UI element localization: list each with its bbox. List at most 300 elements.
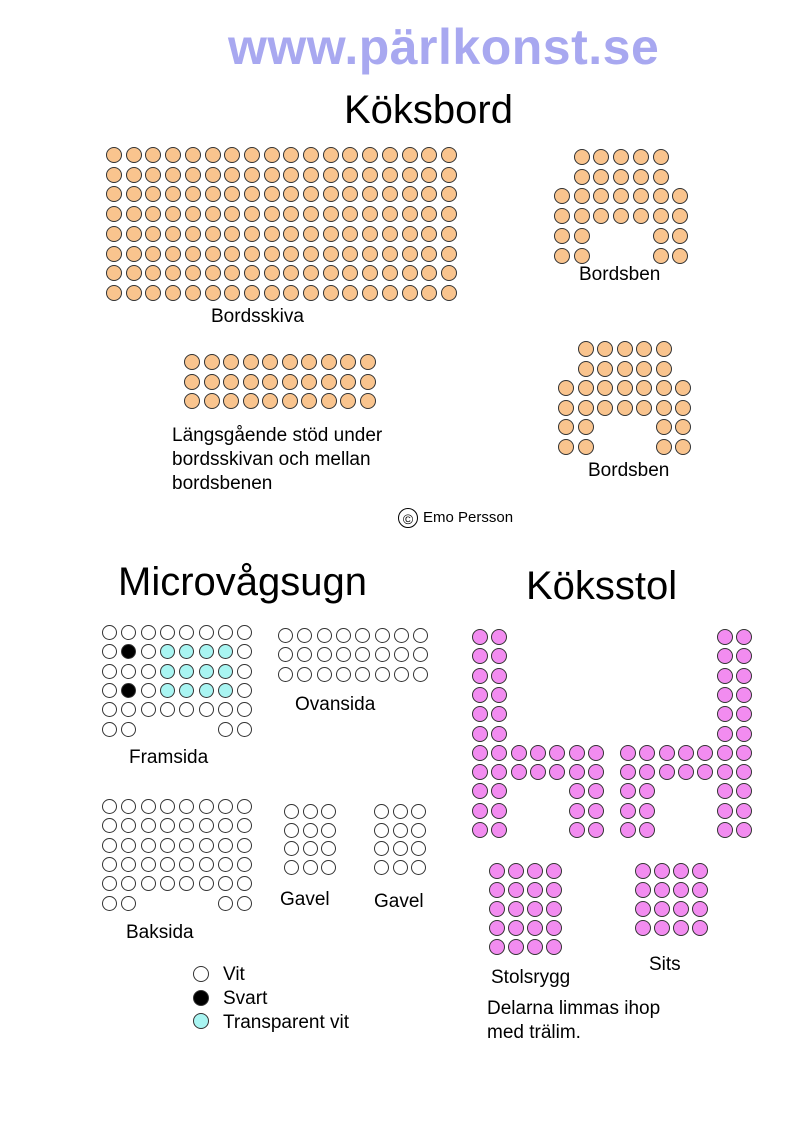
bordsskiva-bead	[106, 226, 122, 242]
ovansida-bead	[394, 647, 409, 662]
koksstol-note	[487, 997, 660, 1045]
bordsskiva-bead	[382, 206, 398, 222]
bordsskiva-bead	[382, 265, 398, 281]
stol-ben-left-bead	[472, 803, 488, 819]
bordsskiva-bead	[421, 206, 437, 222]
ovansida-bead	[375, 628, 390, 643]
bordsben-2-bead	[597, 400, 613, 416]
framsida-bead	[179, 664, 194, 679]
bordsben-1-bead	[574, 149, 590, 165]
stod-bead	[243, 374, 259, 390]
bordsskiva-bead	[342, 167, 358, 183]
bordsben-2-bead	[617, 380, 633, 396]
stol-ben-right-bead	[697, 764, 713, 780]
bordsben-1-bead	[613, 188, 629, 204]
bordsskiva-bead	[185, 285, 201, 301]
stol-ben-left-bead	[530, 745, 546, 761]
framsida-bead	[160, 644, 175, 659]
bordsskiva-bead	[264, 206, 280, 222]
baksida-bead	[102, 838, 117, 853]
baksida-bead	[199, 857, 214, 872]
bordsskiva-bead	[441, 206, 457, 222]
koksstol-title: Köksstol	[526, 564, 678, 608]
bordsben-2-bead	[656, 341, 672, 357]
stol-ben-left-bead	[511, 764, 527, 780]
bordsben-1-bead	[672, 248, 688, 264]
bordsskiva-bead	[264, 265, 280, 281]
bordsben-2-bead	[578, 400, 594, 416]
framsida-bead	[218, 702, 233, 717]
ovansida-bead	[413, 647, 428, 662]
legend-label-transparent: Transparent vit	[223, 1012, 350, 1033]
bordsben-2-bead	[675, 419, 691, 435]
stod-bead	[282, 354, 298, 370]
bordsskiva-bead	[205, 186, 221, 202]
sits-bead	[673, 901, 689, 917]
stod-bead	[301, 354, 317, 370]
stod-bead	[243, 393, 259, 409]
bordsskiva-bead	[205, 285, 221, 301]
stol-ben-left-bead	[472, 726, 488, 742]
sits-bead	[692, 920, 708, 936]
bordsskiva-bead	[421, 246, 437, 262]
bordsskiva-bead	[362, 147, 378, 163]
gavel-1-bead	[284, 823, 299, 838]
stolsrygg-bead	[489, 863, 505, 879]
ovansida-bead	[317, 647, 332, 662]
framsida-bead	[121, 683, 136, 698]
bordsskiva-bead	[323, 206, 339, 222]
gavel-label-1: Gavel	[280, 889, 330, 910]
baksida-bead	[102, 896, 117, 911]
bordsben-2-bead	[636, 400, 652, 416]
bordsskiva-bead	[244, 206, 260, 222]
baksida-bead	[179, 857, 194, 872]
stol-ben-right-bead	[717, 726, 733, 742]
baksida-bead	[218, 799, 233, 814]
baksida-bead	[102, 876, 117, 891]
bordsskiva-bead	[185, 206, 201, 222]
stod-bead	[262, 354, 278, 370]
bordsskiva-bead	[421, 265, 437, 281]
bordsben-2-bead	[597, 341, 613, 357]
stol-ben-left-bead	[569, 783, 585, 799]
sits-bead	[635, 863, 651, 879]
baksida-bead	[141, 838, 156, 853]
baksida-bead	[160, 876, 175, 891]
ovansida-bead	[297, 667, 312, 682]
gavel-1-bead	[303, 823, 318, 838]
bordsskiva-bead	[402, 147, 418, 163]
bordsskiva-bead	[126, 265, 142, 281]
bordsskiva-bead	[185, 167, 201, 183]
framsida-bead	[102, 664, 117, 679]
framsida-bead	[121, 722, 136, 737]
stolsrygg-bead	[489, 882, 505, 898]
stolsrygg-bead	[546, 939, 562, 955]
stolsrygg-bead	[546, 920, 562, 936]
bordsben-2-bead	[675, 439, 691, 455]
bordsskiva-bead	[224, 265, 240, 281]
stol-ben-right-bead	[736, 668, 752, 684]
framsida-bead	[199, 625, 214, 640]
bordsskiva-bead	[441, 265, 457, 281]
ovansida-bead	[297, 628, 312, 643]
gavel-1-bead	[284, 804, 299, 819]
bordsskiva-bead	[165, 285, 181, 301]
stolsrygg-bead	[489, 901, 505, 917]
stol-ben-left-bead	[472, 745, 488, 761]
stol-ben-right-bead	[717, 648, 733, 664]
ovansida-bead	[336, 628, 351, 643]
bordsskiva-bead	[402, 206, 418, 222]
legend-dot-transparent	[193, 1013, 209, 1029]
bordsskiva-bead	[224, 167, 240, 183]
bordsskiva-bead	[441, 246, 457, 262]
bordsskiva-bead	[106, 167, 122, 183]
sits-bead	[654, 882, 670, 898]
gavel-2-bead	[393, 804, 408, 819]
bordsskiva-bead	[126, 226, 142, 242]
stolsrygg-bead	[546, 882, 562, 898]
sits-bead	[654, 901, 670, 917]
bordsskiva-bead	[402, 167, 418, 183]
bordsskiva-bead	[185, 147, 201, 163]
stolsrygg-bead	[508, 901, 524, 917]
bordsskiva-bead	[145, 226, 161, 242]
bordsskiva-bead	[244, 265, 260, 281]
bordsskiva-bead	[303, 186, 319, 202]
bordsskiva-bead	[342, 147, 358, 163]
baksida-bead	[237, 818, 252, 833]
bordsskiva-bead	[165, 226, 181, 242]
bordsben-2-bead	[558, 380, 574, 396]
bordsskiva-bead	[342, 186, 358, 202]
stol-ben-left-bead	[491, 745, 507, 761]
stol-ben-right-bead	[678, 745, 694, 761]
bordsskiva-bead	[264, 285, 280, 301]
bordsben-2-bead	[675, 380, 691, 396]
baksida-bead	[237, 799, 252, 814]
stod-bead	[360, 393, 376, 409]
framsida-label: Framsida	[129, 747, 209, 768]
framsida-bead	[237, 664, 252, 679]
framsida-bead	[102, 625, 117, 640]
stolsrygg-bead	[546, 901, 562, 917]
gavel-1-bead	[303, 804, 318, 819]
framsida-bead	[121, 625, 136, 640]
bordsben-1-bead	[672, 208, 688, 224]
stol-ben-right-bead	[639, 803, 655, 819]
stol-ben-left-bead	[569, 803, 585, 819]
bordsben-1-bead	[633, 149, 649, 165]
bordsskiva-bead	[205, 147, 221, 163]
baksida-bead	[102, 857, 117, 872]
bordsskiva-bead	[165, 186, 181, 202]
bordsskiva-bead	[126, 186, 142, 202]
bordsskiva-bead	[283, 167, 299, 183]
sits-label: Sits	[649, 954, 681, 975]
bordsskiva-bead	[145, 186, 161, 202]
stol-ben-right-bead	[736, 822, 752, 838]
bordsskiva-bead	[185, 265, 201, 281]
baksida-bead	[160, 799, 175, 814]
bordsben-1-bead	[653, 188, 669, 204]
framsida-bead	[121, 702, 136, 717]
stol-ben-left-bead	[569, 745, 585, 761]
ovansida-bead	[394, 628, 409, 643]
bordsskiva-bead	[362, 265, 378, 281]
bordsben-2-bead	[578, 361, 594, 377]
stol-ben-left-bead	[472, 764, 488, 780]
stol-ben-right-bead	[620, 803, 636, 819]
framsida-bead	[102, 702, 117, 717]
stolsrygg-bead	[546, 863, 562, 879]
bordsben-2-bead	[558, 419, 574, 435]
stod-bead	[204, 354, 220, 370]
bordsskiva-bead	[342, 226, 358, 242]
stod-bead	[340, 393, 356, 409]
bordsben-1-bead	[593, 208, 609, 224]
baksida-bead	[199, 876, 214, 891]
stol-ben-left-bead	[511, 745, 527, 761]
stod-bead	[204, 393, 220, 409]
ovansida-bead	[355, 667, 370, 682]
stol-ben-right-bead	[736, 726, 752, 742]
framsida-bead	[199, 664, 214, 679]
stol-ben-left-bead	[530, 764, 546, 780]
baksida-bead	[199, 838, 214, 853]
bordsben-2-bead	[578, 341, 594, 357]
bordsskiva-bead	[362, 226, 378, 242]
framsida-bead	[237, 702, 252, 717]
bordsben-1-bead	[574, 169, 590, 185]
bordsskiva-bead	[264, 186, 280, 202]
bordsskiva-bead	[185, 226, 201, 242]
baksida-bead	[102, 818, 117, 833]
bordsben-2-bead	[597, 361, 613, 377]
bordsben-2-bead	[617, 361, 633, 377]
stod-bead	[301, 374, 317, 390]
stolsrygg-bead	[489, 939, 505, 955]
bordsskiva-bead	[402, 246, 418, 262]
bordsskiva-bead	[382, 147, 398, 163]
stol-ben-right-bead	[620, 783, 636, 799]
stol-ben-left-bead	[491, 648, 507, 664]
stolsrygg-bead	[508, 920, 524, 936]
sits-bead	[692, 882, 708, 898]
gavel-2-bead	[374, 804, 389, 819]
bordsskiva-bead	[264, 226, 280, 242]
bordsben-1-bead	[613, 208, 629, 224]
framsida-bead	[141, 664, 156, 679]
koksbord-title: Köksbord	[344, 88, 513, 132]
bordsskiva-bead	[342, 285, 358, 301]
bordsskiva-bead	[303, 246, 319, 262]
sits-bead	[673, 882, 689, 898]
bordsben-1-bead	[554, 208, 570, 224]
stol-ben-right-bead	[736, 745, 752, 761]
bordsskiva-bead	[165, 246, 181, 262]
gavel-1-bead	[321, 823, 336, 838]
stod-bead	[340, 354, 356, 370]
ovansida-bead	[375, 667, 390, 682]
sits-bead	[635, 920, 651, 936]
note-line2: med trälim.	[487, 1022, 581, 1043]
baksida-bead	[179, 818, 194, 833]
bordsskiva-bead	[303, 285, 319, 301]
bordsskiva-bead	[303, 147, 319, 163]
sits-bead	[692, 901, 708, 917]
bordsskiva-bead	[205, 206, 221, 222]
bordsskiva-bead	[441, 147, 457, 163]
bordsskiva-bead	[106, 265, 122, 281]
baksida-bead	[121, 896, 136, 911]
bordsben-2-bead	[558, 400, 574, 416]
bordsskiva-bead	[126, 147, 142, 163]
bordsskiva-bead	[283, 206, 299, 222]
ovansida-bead	[278, 667, 293, 682]
stod-bead	[321, 374, 337, 390]
sits-bead	[673, 863, 689, 879]
baksida-bead	[141, 876, 156, 891]
stol-ben-right-bead	[620, 822, 636, 838]
bordsben-1-bead	[633, 169, 649, 185]
bordsskiva-bead	[382, 226, 398, 242]
note-line1: Delarna limmas ihop	[487, 998, 661, 1019]
bordsskiva-bead	[342, 206, 358, 222]
framsida-bead	[102, 683, 117, 698]
bordsskiva-bead	[244, 226, 260, 242]
sits-bead	[673, 920, 689, 936]
framsida-bead	[179, 702, 194, 717]
stolsrygg-bead	[508, 863, 524, 879]
gavel-1-bead	[321, 841, 336, 856]
ovansida-bead	[355, 628, 370, 643]
stol-ben-left-bead	[549, 764, 565, 780]
stol-ben-left-bead	[472, 783, 488, 799]
baksida-bead	[121, 838, 136, 853]
baksida-bead	[199, 799, 214, 814]
stolsrygg-bead	[527, 901, 543, 917]
framsida-bead	[199, 644, 214, 659]
bordsskiva-bead	[441, 167, 457, 183]
baksida-bead	[218, 876, 233, 891]
stod-bead	[340, 374, 356, 390]
gavel-2-bead	[374, 823, 389, 838]
gavel-1-bead	[284, 860, 299, 875]
bordsskiva-bead	[244, 167, 260, 183]
ovansida-bead	[317, 667, 332, 682]
baksida-bead	[141, 818, 156, 833]
stol-ben-right-bead	[736, 648, 752, 664]
bordsskiva-bead	[126, 285, 142, 301]
baksida-bead	[218, 857, 233, 872]
baksida-bead	[141, 857, 156, 872]
baksida-bead	[199, 818, 214, 833]
stod-bead	[321, 393, 337, 409]
bordsben-1-bead	[593, 149, 609, 165]
stol-ben-left-bead	[491, 668, 507, 684]
bordsskiva-bead	[323, 285, 339, 301]
legend-dot-svart	[193, 990, 209, 1006]
baksida-bead	[218, 896, 233, 911]
framsida-bead	[218, 644, 233, 659]
baksida-bead	[121, 876, 136, 891]
bordsben-2-bead	[558, 439, 574, 455]
stod-bead	[282, 393, 298, 409]
stol-ben-right-bead	[639, 822, 655, 838]
bordsben-1-bead	[574, 208, 590, 224]
bordsben-1-bead	[672, 188, 688, 204]
sits-bead	[654, 863, 670, 879]
bordsskiva-bead	[264, 167, 280, 183]
bordsben-2-bead	[636, 361, 652, 377]
bordsben-2-bead	[617, 341, 633, 357]
bordsben-2-bead	[617, 400, 633, 416]
stolsrygg-bead	[508, 939, 524, 955]
baksida-bead	[218, 838, 233, 853]
framsida-bead	[218, 683, 233, 698]
bordsskiva-bead	[441, 285, 457, 301]
bordsskiva-bead	[421, 285, 437, 301]
framsida-bead	[141, 683, 156, 698]
gavel-2-bead	[374, 841, 389, 856]
baksida-bead	[237, 896, 252, 911]
stol-ben-left-bead	[491, 803, 507, 819]
stol-ben-right-bead	[717, 629, 733, 645]
bordsskiva-bead	[323, 265, 339, 281]
bordsskiva-bead	[421, 186, 437, 202]
bordsskiva-bead	[165, 206, 181, 222]
stol-ben-right-bead	[717, 668, 733, 684]
framsida-bead	[237, 644, 252, 659]
ovansida-bead	[394, 667, 409, 682]
bordsben-2-bead	[656, 400, 672, 416]
stol-ben-left-bead	[569, 764, 585, 780]
baksida-bead	[179, 876, 194, 891]
bordsben-1-bead	[653, 248, 669, 264]
bordsskiva-bead	[323, 167, 339, 183]
bordsben-1-bead	[653, 169, 669, 185]
bordsskiva-bead	[362, 246, 378, 262]
bordsben-2-bead	[656, 419, 672, 435]
gavel-1-bead	[303, 860, 318, 875]
ovansida-bead	[297, 647, 312, 662]
stol-ben-left-bead	[472, 706, 488, 722]
bordsben-1-bead	[554, 188, 570, 204]
bordsskiva-bead	[224, 226, 240, 242]
bordsben-2-bead	[578, 380, 594, 396]
bordsben-1-bead	[653, 149, 669, 165]
stol-ben-left-bead	[472, 629, 488, 645]
stolsrygg-label: Stolsrygg	[491, 967, 571, 988]
bordsskiva-bead	[342, 246, 358, 262]
bordsben-1-bead	[633, 188, 649, 204]
stol-ben-left-bead	[549, 745, 565, 761]
stol-ben-left-bead	[491, 726, 507, 742]
baksida-bead	[121, 818, 136, 833]
bordsben-1-bead	[613, 149, 629, 165]
baksida-label: Baksida	[126, 922, 194, 943]
stol-ben-left-bead	[491, 783, 507, 799]
bordsben-1-bead	[633, 208, 649, 224]
stod-bead	[360, 354, 376, 370]
bordsskiva-bead	[205, 265, 221, 281]
framsida-bead	[102, 644, 117, 659]
bordsskiva-bead	[145, 206, 161, 222]
stol-ben-right-bead	[736, 764, 752, 780]
